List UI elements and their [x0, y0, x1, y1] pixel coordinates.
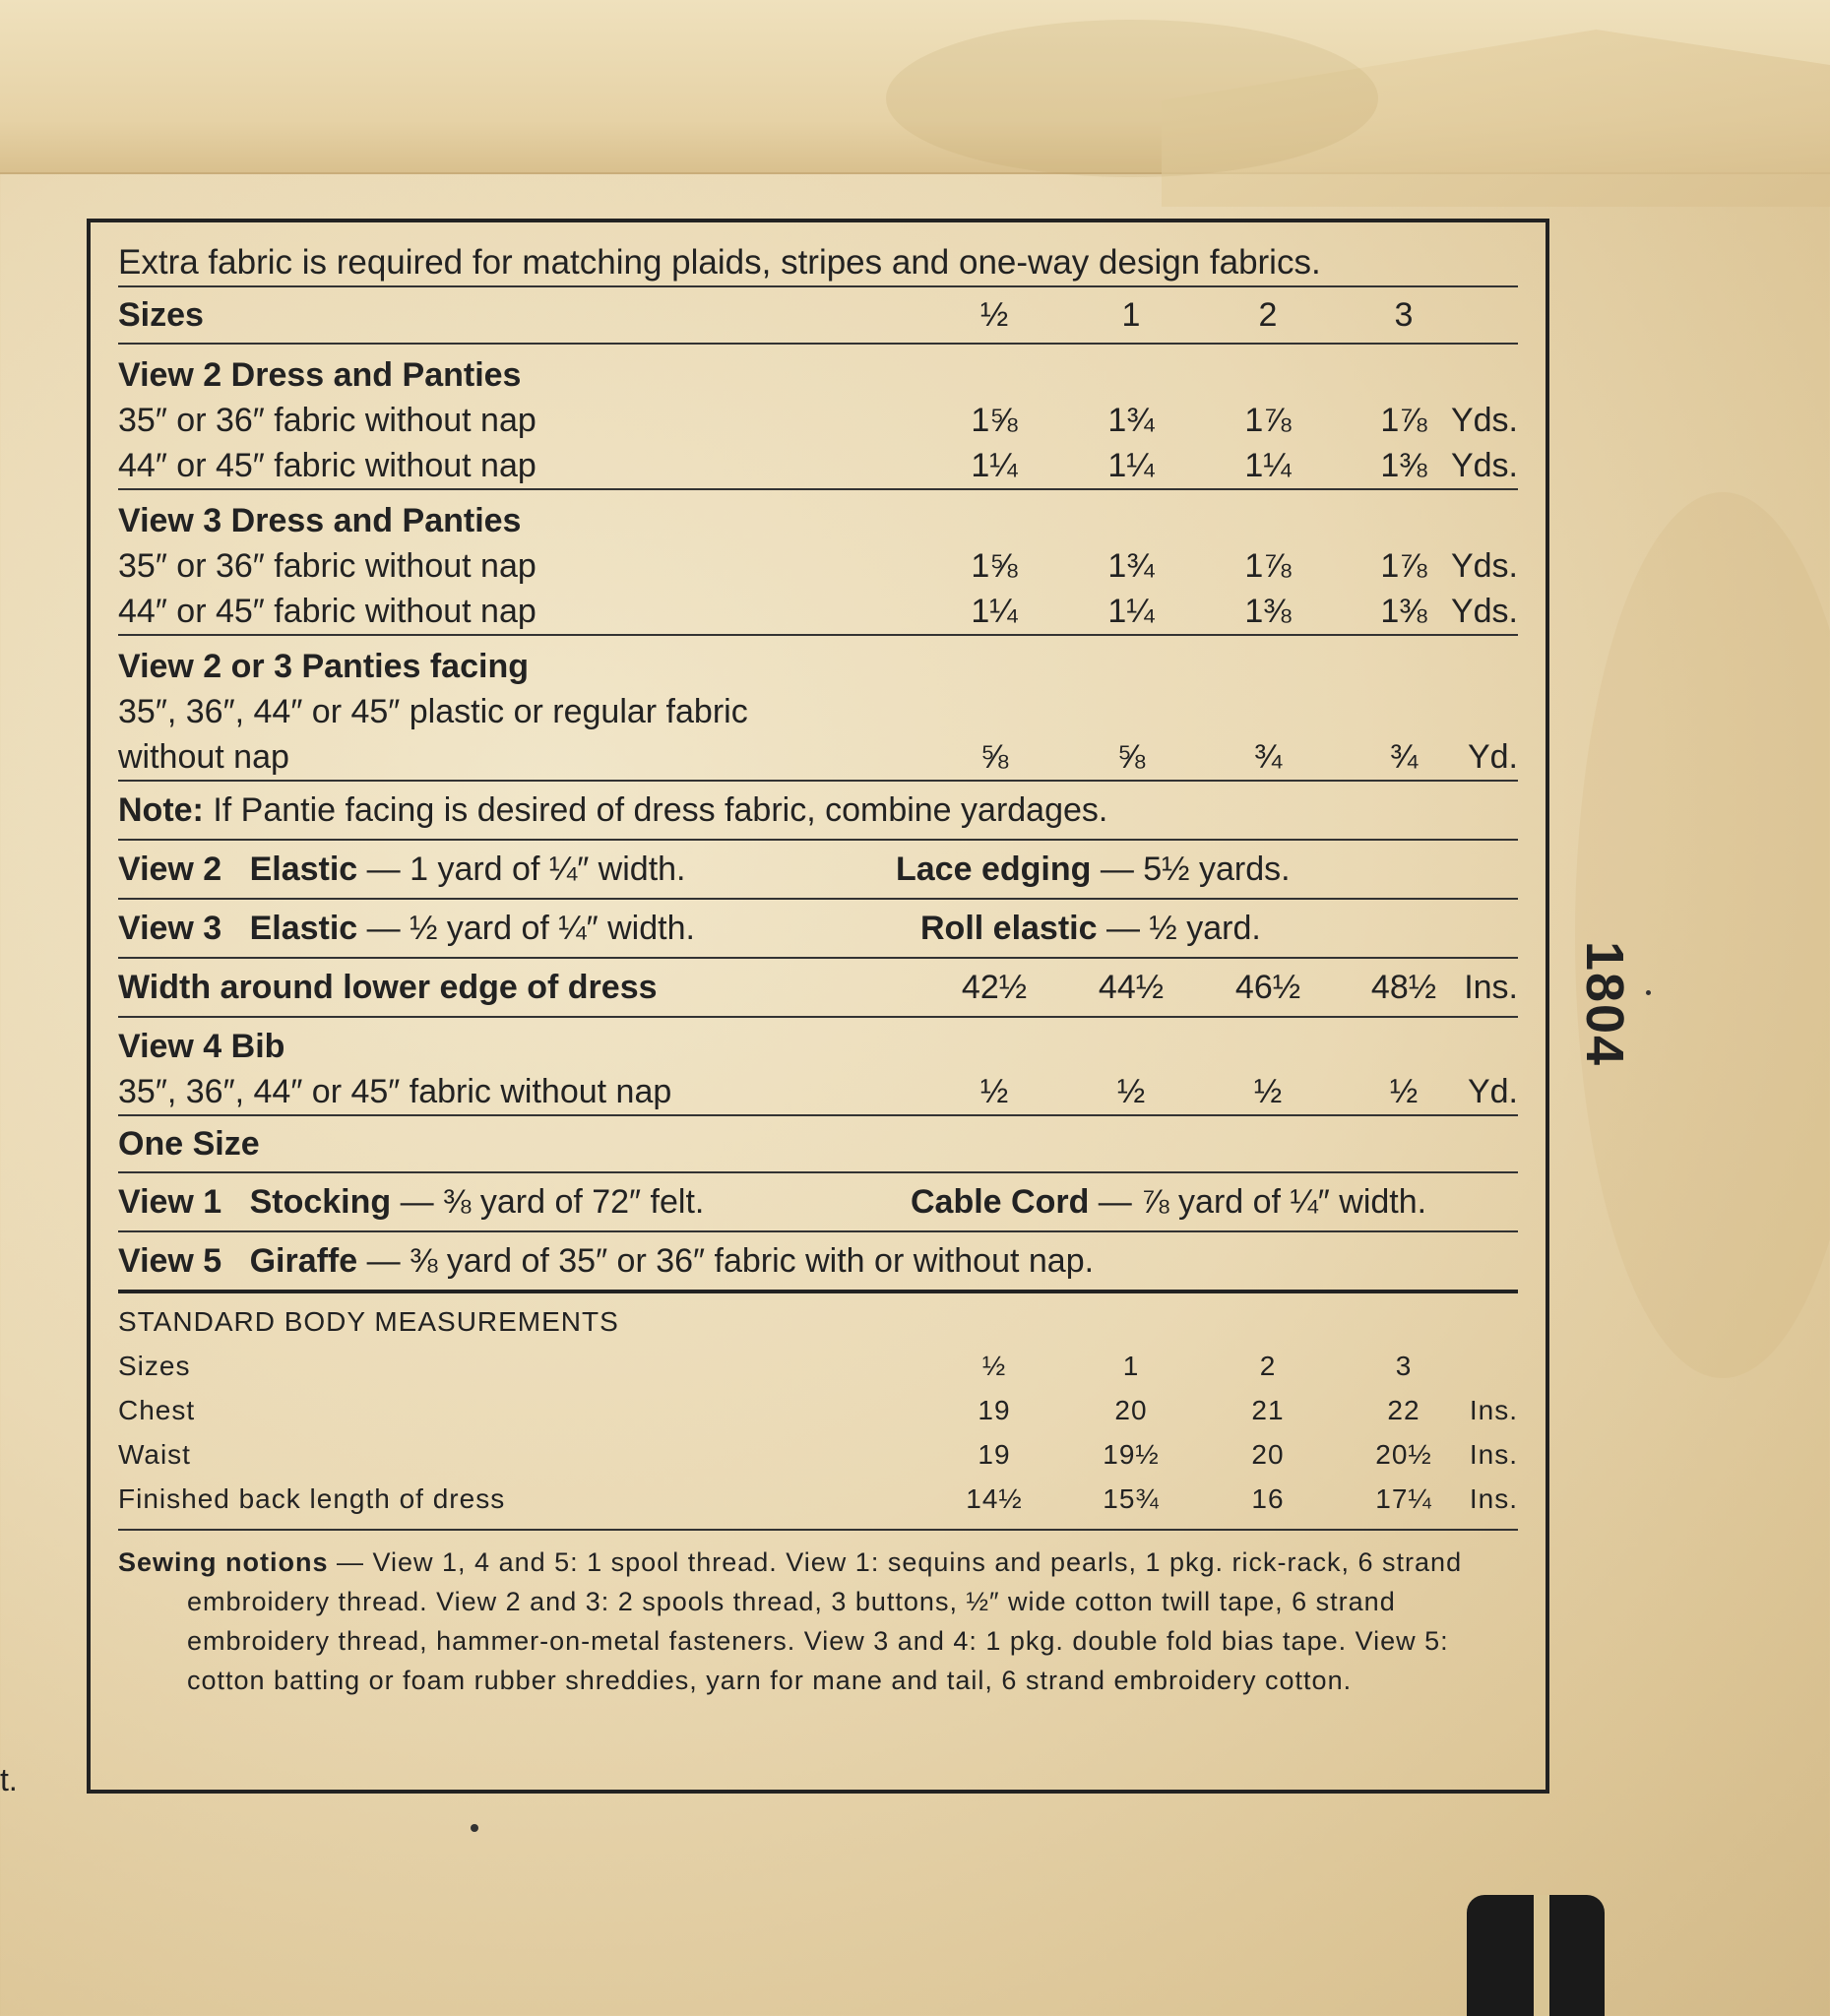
view1-row: [118, 1173, 1518, 1232]
yardage-cell: 1¼: [971, 447, 1018, 484]
view4-title: View 4 Bib: [118, 1028, 285, 1065]
note-label: Note:: [118, 791, 204, 829]
yardage-cell: 1⅜: [1244, 593, 1292, 630]
fabric-label: without nap: [118, 738, 289, 776]
item-text: — 5½ yards.: [1091, 850, 1291, 888]
fabric-label: 35″, 36″, 44″ or 45″ fabric without nap: [118, 1073, 672, 1110]
sizes-label: Sizes: [118, 296, 204, 334]
measurement-cell: 20: [1251, 1439, 1285, 1470]
yardage-cell: ¾: [1253, 738, 1283, 776]
yardage-cell: ¾: [1389, 738, 1419, 776]
measurement-cell: 19: [978, 1439, 1011, 1470]
measurement-cell: 17¼: [1375, 1483, 1432, 1514]
notions-text: — View 1, 4 and 5: 1 spool thread. View 1: sequins and pearls, 1 pkg. rick-rack, 6 strand embroidery thread. View 2 and 3: 2 spools thread, 3 buttons, ½″ wide cotton twill tape, 6 strand embroidery thread, hammer-on-metal fasteners. View 3 and 4: 1 pkg. double fold bias tape. View 5: cotton batting or foam rubber shreddies, yarn for mane and tail, 6 strand embroidery cotton.: [187, 1547, 1463, 1695]
unit: Yd.: [1467, 738, 1518, 776]
view23-title: View 2 or 3 Panties facing: [118, 648, 529, 685]
yardage-cell: 1⅜: [1380, 593, 1427, 630]
size-cell: ½: [979, 296, 1009, 334]
size-cell: 3: [1394, 296, 1414, 334]
one-size-row: [118, 1116, 1518, 1173]
elastic-view3-row: [118, 900, 1518, 959]
measurement-label: Chest: [118, 1395, 196, 1425]
item-text: — ½ yard.: [1097, 910, 1261, 947]
measurement-label: Finished back length of dress: [118, 1483, 506, 1514]
unit: Ins.: [1469, 1395, 1518, 1425]
view23-section: [118, 636, 1518, 782]
yardage-cell: 1¾: [1107, 402, 1155, 439]
yardage-cell: ½: [1253, 1073, 1283, 1110]
size-cell: 2: [1258, 296, 1278, 334]
yardage-cell: 1¼: [1107, 593, 1155, 630]
pattern-number: 1804: [1575, 940, 1634, 1068]
measurement-cell: 15¾: [1103, 1483, 1160, 1514]
measurement-cell: 22: [1387, 1395, 1420, 1425]
unit: Ins.: [1464, 969, 1518, 1006]
yardage-cell: 1⅝: [971, 547, 1018, 585]
note-row: [118, 782, 1518, 841]
measurements-title: STANDARD BODY MEASUREMENTS: [118, 1306, 619, 1337]
ink-dot: [471, 1824, 478, 1832]
item-text: — ⅞ yard of ¼″ width.: [1089, 1183, 1427, 1221]
measurement-label: Waist: [118, 1439, 191, 1470]
fabric-label: 44″ or 45″ fabric without nap: [118, 593, 536, 630]
ink-dot: [1646, 990, 1651, 995]
yardage-cell: 1¼: [1244, 447, 1292, 484]
view-label: View 1: [118, 1183, 222, 1221]
note-text: If Pantie facing is desired of dress fabric, combine yardages.: [203, 791, 1108, 829]
item-label: Roll elastic: [920, 910, 1098, 947]
measurement-cell: 16: [1251, 1483, 1285, 1514]
unit: Ins.: [1469, 1483, 1518, 1514]
header-note-row: [118, 240, 1518, 287]
view2-title: View 2 Dress and Panties: [118, 356, 522, 394]
view3-title: View 3 Dress and Panties: [118, 502, 522, 539]
measurement-cell: 20: [1114, 1395, 1148, 1425]
item-text: — ½ yard of ¼″ width.: [357, 910, 695, 947]
unit: Yds.: [1450, 547, 1518, 585]
item-text: — ⅜ yard of 35″ or 36″ fabric with or without nap.: [357, 1242, 1095, 1280]
unit: Yds.: [1450, 402, 1518, 439]
item-label: Elastic: [249, 850, 358, 888]
measurement-cell: ½: [981, 1351, 1007, 1381]
unit: Ins.: [1469, 1439, 1518, 1470]
measurement-cell: 21: [1251, 1395, 1285, 1425]
size-cell: 1: [1121, 296, 1141, 334]
item-label: Cable Cord: [911, 1183, 1090, 1221]
yardage-cell: 1⅞: [1244, 547, 1292, 585]
yardage-cell: 1⅞: [1380, 547, 1427, 585]
view-label: View 3: [118, 910, 222, 947]
view2-section: [118, 345, 1518, 490]
yardage-cell: 1⅜: [1380, 447, 1427, 484]
fabric-label: 35″ or 36″ fabric without nap: [118, 547, 536, 585]
fabric-label: 44″ or 45″ fabric without nap: [118, 447, 536, 484]
unit: Yds.: [1450, 593, 1518, 630]
view-label: View 2: [118, 850, 222, 888]
measurement-cell: 19½: [1103, 1439, 1160, 1470]
yardage-cell: 1¼: [971, 593, 1018, 630]
yardage-cell: 1⅞: [1244, 402, 1292, 439]
black-printed-mark: [1467, 1895, 1605, 2016]
width-cell: 48½: [1370, 969, 1437, 1006]
width-cell: 46½: [1234, 969, 1301, 1006]
yardage-cell: ⅝: [1116, 738, 1146, 776]
notions-label: Sewing notions: [118, 1547, 329, 1577]
width-cell: 44½: [1098, 969, 1165, 1006]
yardage-cell: ½: [1389, 1073, 1419, 1110]
width-cell: 42½: [961, 969, 1028, 1006]
elastic-view2-row: [118, 841, 1518, 900]
yardage-chart: [87, 219, 1549, 1794]
measurement-cell: 20½: [1375, 1439, 1432, 1470]
header-note: Extra fabric is required for matching plaids, stripes and one-way design fabrics.: [118, 243, 1321, 282]
measurement-cell: 3: [1395, 1351, 1413, 1381]
view5-row: [118, 1232, 1518, 1293]
yardage-cell: ½: [979, 1073, 1009, 1110]
yardage-cell: ½: [1116, 1073, 1146, 1110]
item-label: Lace edging: [896, 850, 1092, 888]
measurement-cell: 14½: [966, 1483, 1023, 1514]
fabric-label: 35″ or 36″ fabric without nap: [118, 402, 536, 439]
yardage-cell: ⅝: [979, 738, 1009, 776]
yardage-cell: 1¼: [1107, 447, 1155, 484]
view-label: View 5: [118, 1242, 222, 1280]
item-text: — ⅜ yard of 72″ felt.: [391, 1183, 705, 1221]
item-text: — 1 yard of ¼″ width.: [357, 850, 686, 888]
yardage-cell: 1¾: [1107, 547, 1155, 585]
view3-section: [118, 490, 1518, 636]
fabric-label: 35″, 36″, 44″ or 45″ plastic or regular fabric: [118, 693, 748, 730]
yardage-cell: 1⅞: [1380, 402, 1427, 439]
measurement-cell: 2: [1259, 1351, 1277, 1381]
one-size-label: One Size: [118, 1125, 260, 1163]
unit: Yd.: [1467, 1073, 1518, 1110]
measurement-cell: 1: [1122, 1351, 1140, 1381]
sewing-notions: [118, 1531, 1518, 1700]
sizes-row: [118, 287, 1518, 345]
yardage-cell: 1⅝: [971, 402, 1018, 439]
width-row: [118, 959, 1518, 1018]
unit: Yds.: [1450, 447, 1518, 484]
item-label: Elastic: [249, 910, 358, 947]
view4-section: [118, 1018, 1518, 1116]
cut-off-text: t.: [0, 1762, 18, 1797]
stain: [1575, 492, 1830, 1378]
measurement-label: Sizes: [118, 1351, 191, 1381]
item-label: Stocking: [249, 1183, 392, 1221]
body-measurements: [118, 1293, 1518, 1531]
width-label: Width around lower edge of dress: [118, 969, 658, 1006]
item-label: Giraffe: [249, 1242, 358, 1280]
measurement-cell: 19: [978, 1395, 1011, 1425]
